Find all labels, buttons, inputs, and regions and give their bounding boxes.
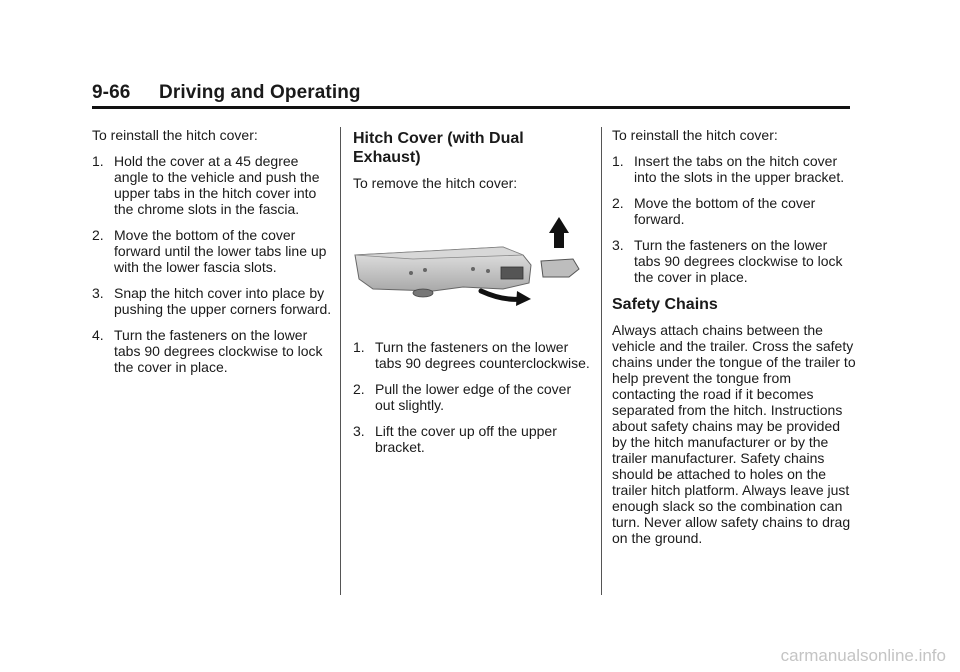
step-number: 2. [92,227,104,243]
step-text: Turn the fasteners on the lower tabs 90 degrees clockwise to lock the cover in place. [114,327,323,375]
step-number: 2. [353,381,365,397]
column-divider [340,127,341,595]
column-divider [601,127,602,595]
step-number: 1. [612,153,624,169]
step-number: 1. [353,339,365,355]
list-item [92,285,332,317]
list-item [612,153,857,185]
step-number: 4. [92,327,104,343]
remove-steps [353,339,593,455]
remove-intro: To remove the hitch cover: [353,175,518,191]
step-text: Lift the cover up off the upper bracket. [375,423,557,455]
watermark: carmanualsonline.info [780,646,946,665]
step-text: Turn the fasteners on the lower tabs 90 degrees clockwise to lock the cover in place. [634,237,843,285]
step-text: Move the bottom of the cover forward until the lower tabs line up with the lower fascia slots. [114,227,327,275]
list-item [353,339,593,371]
reinstall-steps [612,153,857,285]
step-number: 2. [612,195,624,211]
reinstall-intro: To reinstall the hitch cover: [612,127,778,143]
list-item [92,327,332,375]
column-2 [353,127,593,465]
reinstall-steps [92,153,332,375]
step-text: Pull the lower edge of the cover out slightly. [375,381,572,413]
column-1 [92,127,332,385]
section-title: Driving and Operating [159,82,361,103]
step-text: Snap the hitch cover into place by pushing the upper corners forward. [114,285,332,317]
hitch-cover-illustration [353,203,593,323]
page-number: 9-66 [92,82,131,103]
page-header [92,82,850,109]
step-text: Insert the tabs on the hitch cover into the slots in the upper bracket. [634,153,845,185]
step-text: Turn the fasteners on the lower tabs 90 degrees counterclockwise. [375,339,590,371]
step-text: Hold the cover at a 45 degree angle to the vehicle and push the upper tabs in the hitch cover into the chrome slots in the fascia. [114,153,320,217]
section-heading: Hitch Cover (with Dual Exhaust) [353,130,524,166]
step-number: 3. [353,423,365,439]
step-number: 1. [92,153,104,169]
list-item [353,381,593,413]
safety-chains-body: Always attach chains between the vehicle and the trailer. Cross the safety chains under the tongue of the trailer to help prevent the tongue from contacting the road if it becomes separated from the hitch. Instructions about safety chains may be provided by the hitch manufacturer or by the trailer manufacturer. Safety chains should be attached to holes on the trailer hitch platform. Always leave just enough slack so the combination can turn. Never allow safety chains to drag on the ground. [612,322,856,546]
step-number: 3. [612,237,624,253]
list-item [612,195,857,227]
reinstall-intro: To reinstall the hitch cover: [92,127,258,143]
section-heading: Safety Chains [612,296,718,313]
list-item [92,227,332,275]
step-number: 3. [92,285,104,301]
list-item [92,153,332,217]
list-item [612,237,857,285]
column-3 [612,127,857,556]
list-item [353,423,593,455]
step-text: Move the bottom of the cover forward. [634,195,816,227]
